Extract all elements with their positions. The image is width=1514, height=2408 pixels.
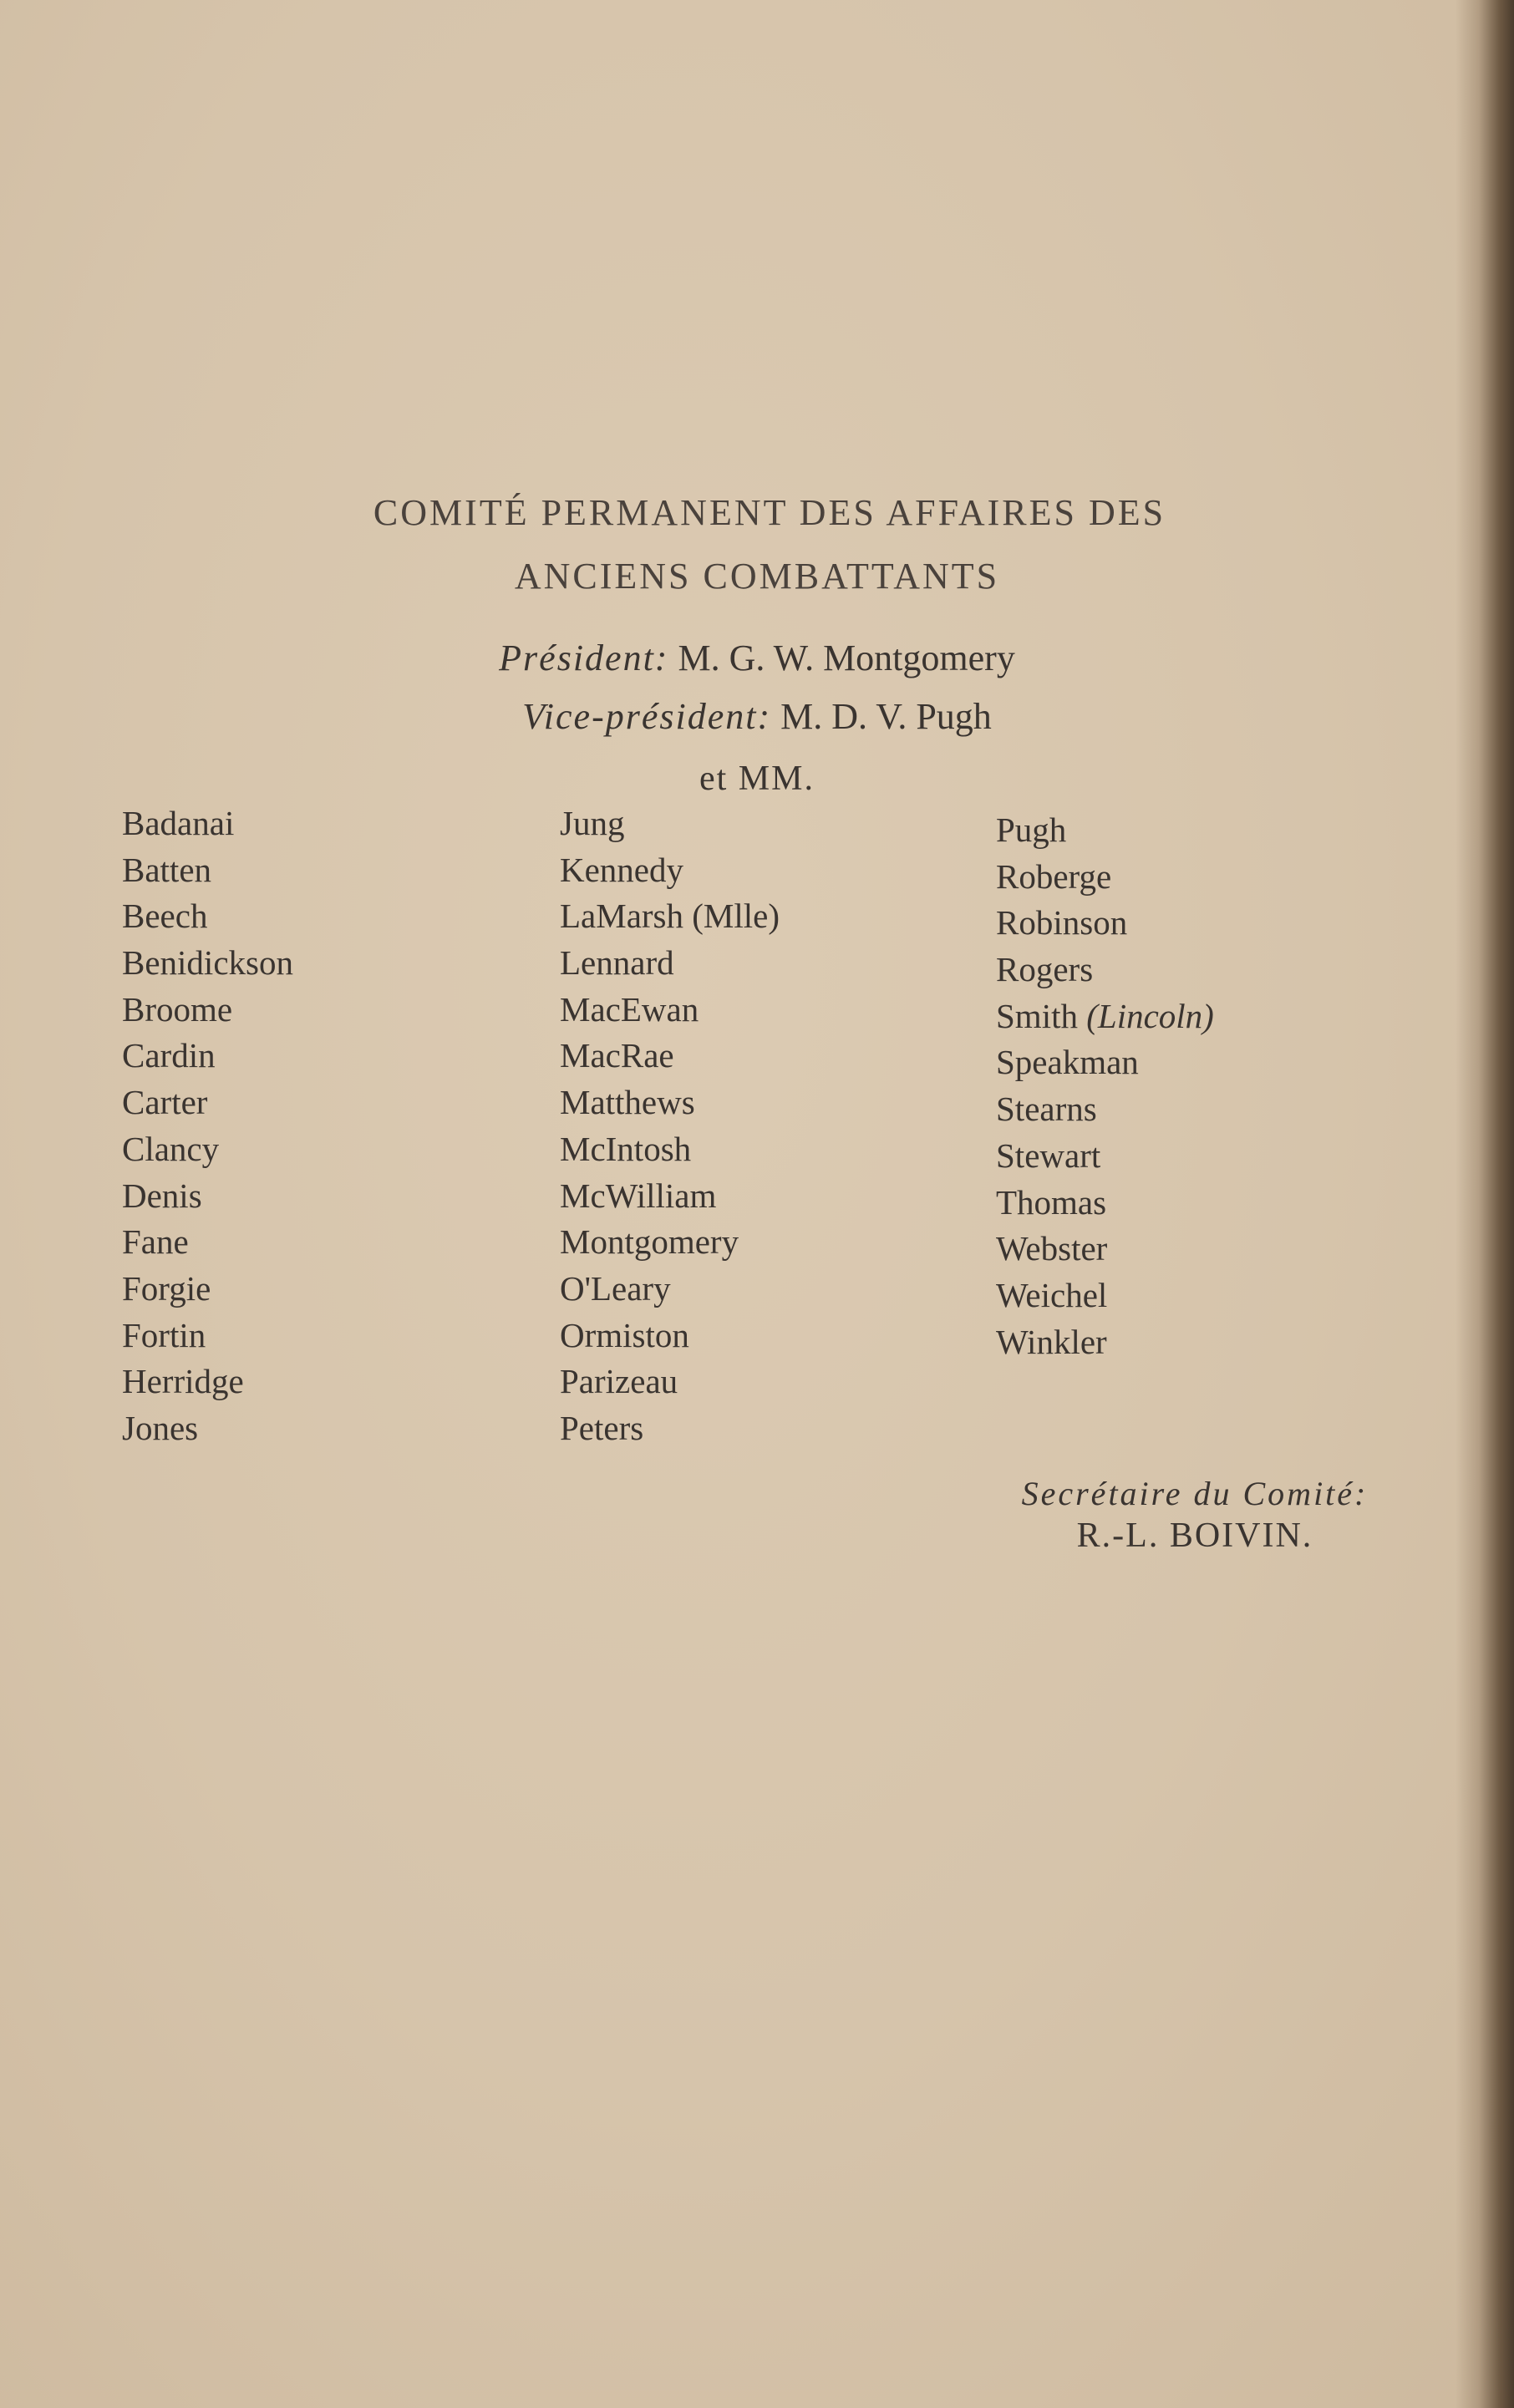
members-column-2 bbox=[560, 800, 780, 1452]
member-name-smith bbox=[996, 993, 1214, 1040]
member-name: Batten bbox=[122, 850, 212, 889]
member-name: Peters bbox=[560, 1408, 644, 1447]
member-name: Pugh bbox=[996, 810, 1067, 849]
member-surname: Smith bbox=[996, 996, 1078, 1035]
president-line bbox=[0, 637, 1514, 679]
vice-president-line bbox=[0, 695, 1514, 738]
member-name: Cardin bbox=[122, 1036, 216, 1075]
members-column-1 bbox=[122, 800, 293, 1452]
member-name: Parizeau bbox=[560, 1362, 678, 1401]
committee-title-line-1: COMITÉ PERMANENT DES AFFAIRES DES bbox=[373, 492, 1166, 533]
member-name: MacRae bbox=[560, 1036, 674, 1075]
member-name: Rogers bbox=[996, 950, 1094, 989]
member-name: Beech bbox=[122, 897, 208, 936]
secretary-name: R.-L. BOIVIN. bbox=[1076, 1516, 1313, 1555]
vice-president-role: Vice-président: bbox=[522, 696, 772, 737]
committee-title-line-2: ANCIENS COMBATTANTS bbox=[514, 556, 1000, 597]
members-intro: et MM. bbox=[699, 759, 815, 798]
members-column-3 bbox=[996, 807, 1214, 1365]
member-name: Stearns bbox=[996, 1090, 1097, 1129]
member-name: Herridge bbox=[122, 1362, 244, 1401]
member-name: Badanai bbox=[122, 804, 235, 842]
member-name: Jung bbox=[560, 804, 625, 842]
member-name: Speakman bbox=[996, 1043, 1139, 1082]
member-name: Roberge bbox=[996, 856, 1112, 896]
member-name: Benidickson bbox=[122, 943, 293, 983]
member-name: Jones bbox=[122, 1408, 199, 1447]
member-name: Forgie bbox=[122, 1268, 211, 1308]
member-name: Clancy bbox=[122, 1129, 220, 1168]
president-name: M. G. W. Montgomery bbox=[678, 638, 1015, 678]
member-name: Winkler bbox=[996, 1322, 1107, 1361]
secretary-label: Secrétaire du Comité: bbox=[1021, 1475, 1369, 1512]
vice-president-name: M. D. V. Pugh bbox=[780, 696, 992, 737]
member-name: Ormiston bbox=[560, 1315, 689, 1354]
member-name: McIntosh bbox=[560, 1129, 692, 1168]
member-name: McWilliam bbox=[560, 1176, 717, 1215]
member-name: Fane bbox=[122, 1222, 189, 1262]
member-name: MacEwan bbox=[560, 989, 699, 1029]
member-name: Stewart bbox=[996, 1135, 1101, 1175]
member-name: Kennedy bbox=[560, 850, 684, 889]
member-name: O'Leary bbox=[560, 1268, 671, 1308]
member-name-lamarsh bbox=[560, 893, 780, 940]
president-role: Président: bbox=[499, 638, 669, 678]
member-name: Robinson bbox=[996, 903, 1128, 942]
member-name: Weichel bbox=[996, 1275, 1108, 1314]
member-name: Carter bbox=[122, 1083, 208, 1122]
book-spine-shadow bbox=[1456, 0, 1514, 2408]
member-name: Denis bbox=[122, 1176, 202, 1215]
member-name: Webster bbox=[996, 1229, 1108, 1268]
member-name: Broome bbox=[122, 989, 233, 1029]
member-name: Lennard bbox=[560, 943, 674, 983]
member-riding: (Lincoln) bbox=[1086, 996, 1214, 1035]
member-surname: LaMarsh bbox=[560, 897, 684, 936]
member-name: Fortin bbox=[122, 1315, 206, 1354]
member-name: Matthews bbox=[560, 1083, 695, 1122]
member-honorific: (Mlle) bbox=[692, 897, 780, 936]
member-name: Thomas bbox=[996, 1182, 1107, 1222]
member-name: Montgomery bbox=[560, 1222, 739, 1262]
